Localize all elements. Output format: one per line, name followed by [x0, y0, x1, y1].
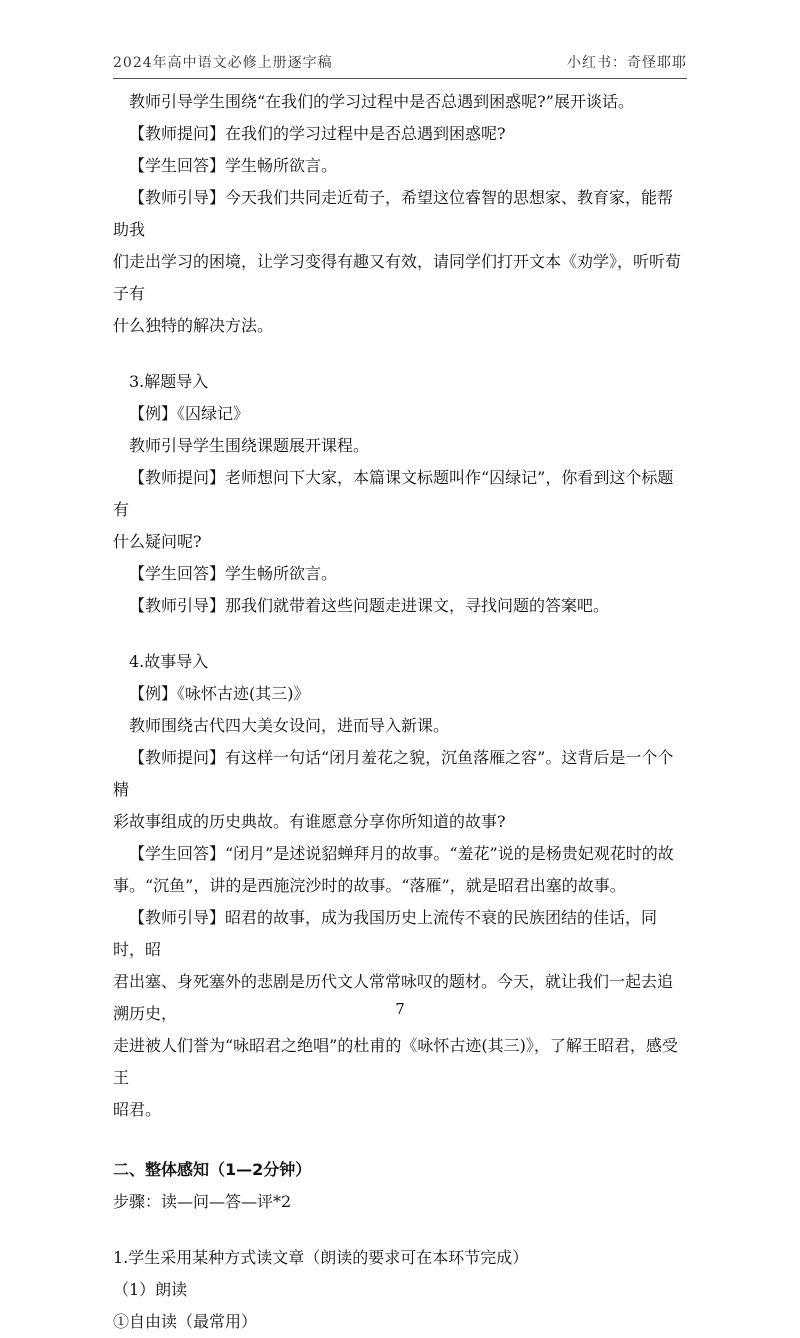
steps-line: 步骤：读—问—答—评*2	[113, 1192, 292, 1211]
paragraph: 教师引导学生围绕“在我们的学习过程中是否总遇到困惑呢?”展开谈话。	[129, 92, 634, 111]
page-body	[113, 86, 687, 1338]
teacher-guide-cont: 走进被人们誉为“咏昭君之绝唱”的杜甫的《咏怀古迹(其三)》，了解王昭君，感受王	[113, 1036, 678, 1087]
example-label: 【例】《咏怀古迹(其三)》	[129, 684, 310, 703]
teacher-guide-cont: 们走出学习的困境，让学习变得有趣又有效，请同学们打开文本《劝学》，听听荀子有	[113, 252, 682, 303]
teacher-guide-cont: 什么独特的解决方法。	[113, 316, 274, 335]
student-answer-cont: 事。“沉鱼”，讲的是西施浣沙时的故事。“落雁”，就是昭君出塞的故事。	[113, 876, 626, 895]
list-item: 1.学生采用某种方式读文章（朗读的要求可在本环节完成）	[113, 1248, 529, 1267]
teacher-question: 【教师提问】有这样一句话“闭月羞花之貌，沉鱼落雁之容”。这背后是一个个精	[113, 748, 674, 799]
student-answer: 【学生回答】学生畅所欲言。	[129, 564, 338, 583]
teacher-guide-cont: 昭君。	[113, 1100, 162, 1119]
student-answer: 【学生回答】学生畅所欲言。	[129, 156, 338, 175]
section-title: 4.故事导入	[129, 652, 209, 671]
teacher-guide: 【教师引导】那我们就带着这些问题走进课文，寻找问题的答案吧。	[129, 596, 610, 615]
list-subitem: （1）朗读	[113, 1280, 188, 1299]
teacher-guide-cont: 君出塞、身死塞外的悲剧是历代文人常常咏叹的题材。今天，就让我们一起去追溯历史，	[113, 972, 674, 1023]
header-title: 2024年高中语文必修上册逐字稿	[113, 55, 333, 71]
student-answer: 【学生回答】“闭月”是述说貂蝉拜月的故事。“羞花”说的是杨贵妃观花时的故	[129, 844, 674, 863]
teacher-question: 【教师提问】老师想问下大家，本篇课文标题叫作“囚绿记”，你看到这个标题有	[113, 468, 674, 519]
example-label: 【例】《囚绿记》	[129, 404, 250, 423]
teacher-guide: 【教师引导】昭君的故事，成为我国历史上流传不衰的民族团结的佳话，同时，昭	[113, 908, 658, 959]
teacher-question-cont: 什么疑问呢?	[113, 532, 202, 551]
list-subitem: ①自由读（最常用）	[113, 1312, 258, 1331]
paragraph: 教师围绕古代四大美女设问，进而导入新课。	[129, 716, 450, 735]
header-divider	[113, 78, 687, 79]
teacher-question-cont: 彩故事组成的历史典故。有谁愿意分享你所知道的故事?	[113, 812, 506, 831]
header-author: 小红书：奇怪耶耶	[567, 55, 687, 71]
page-header	[113, 52, 687, 72]
paragraph: 教师引导学生围绕课题展开课程。	[129, 436, 370, 455]
page-number: 7	[395, 1000, 405, 1018]
teacher-question: 【教师提问】在我们的学习过程中是否总遇到困惑呢?	[129, 124, 506, 143]
section-title: 3.解题导入	[129, 372, 209, 391]
part-heading: 二、整体感知（1—2分钟）	[113, 1160, 312, 1179]
teacher-guide: 【教师引导】今天我们共同走近荀子，希望这位睿智的思想家、教育家，能帮助我	[113, 188, 674, 239]
